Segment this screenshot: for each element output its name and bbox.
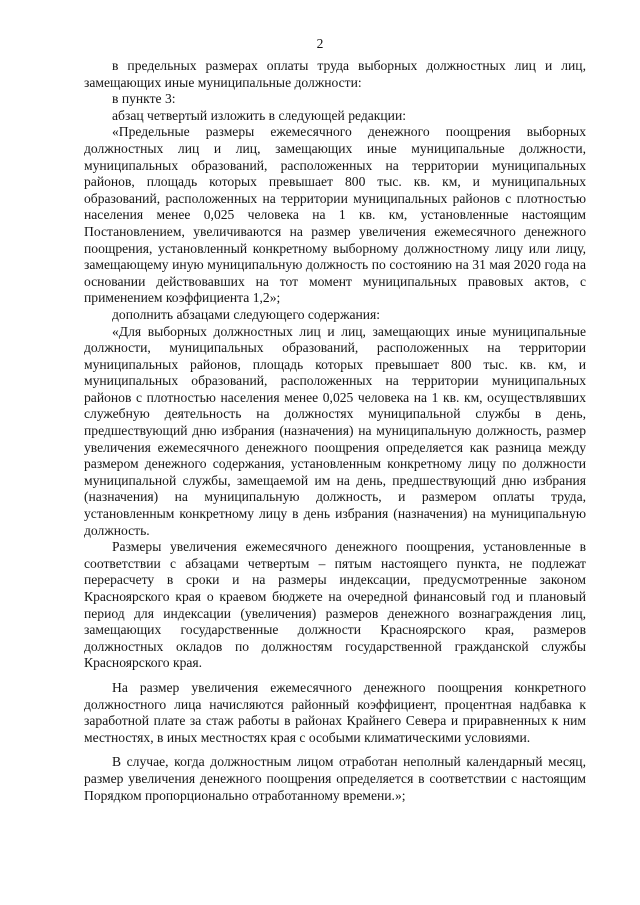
- paragraph: в предельных размерах оплаты труда выборных должностных лиц и лиц, замещающих иные муниципальные должности:: [84, 58, 586, 90]
- paragraph: На размер увеличения ежемесячного денежного поощрения конкретного должностного лица начисляются районный коэффициент, процентная надбавка к заработной плате за стаж работы в районах Крайнего Севера и приравненных к ним местностях, в иных местностях края с особыми климатическими условиями.: [84, 679, 586, 745]
- paragraph: дополнить абзацами следующего содержания:: [112, 306, 381, 322]
- paragraph: Размеры увеличения ежемесячного денежного поощрения, установленные в соответствии с абзацами четвертым – пятым настоящего пункта, не подлежат перерасчету в сроки и на размеры индексации, предусмотренные законом Красноярского края о краевом бюджете на очередной финансовый год и плановый период для индексации (увеличения) размеров денежного вознаграждения лиц, замещающих государственные должности Красноярского края, размеров должностных окладов по должностям государственной гражданской службы Красноярского края.: [84, 539, 586, 671]
- paragraph: «Предельные размеры ежемесячного денежного поощрения выборных должностных лиц и лиц, замещающих иные муниципальные должности, муниципальных образований, расположенных на территории муниципальных районов, площадь которых превышает 800 тыс. кв. км, и муниципальных образований, расположенных на территории муниципальных районов с плотностью населения менее 0,025 человека на 1 кв. км, установленные настоящим Постановлением, увеличиваются на размер увеличения ежемесячного денежного поощрения, установленный конкретному выборному должностному лицу или лицу, замещающему иную муниципальную должность по состоянию на 31 мая 2020 года на основании действовавших на тот момент муниципальных правовых актов, с применением коэффициента 1,2»;: [84, 124, 586, 306]
- paragraph: в пункте 3:: [112, 91, 176, 107]
- paragraph: «Для выборных должностных лиц и лиц, замещающих иные муниципальные должности, муниципальных образований, расположенных на территории муниципальных районов, площадь которых превышает 800 тыс. кв. км, и муниципальных образований, расположенных на территории муниципальных районов с плотностью населения менее 0,025 человека на 1 кв. км, осуществлявших служебную деятельность на должностях муниципальной службы в день, предшествующий дню избрания (назначения) на муниципальную должность, размер увеличения ежемесячного денежного поощрения определяется как разница между размером денежного содержания, установленным конкретному лицу по должности муниципальной службы, замещаемой им на день, предшествующий дню избрания (назначения) на муниципальную должность, и размером оплаты труда, установленным конкретному лицу в день избрания (назначения) на муниципальную должность.: [84, 323, 586, 538]
- paragraph: абзац четвертый изложить в следующей редакции:: [112, 107, 407, 123]
- document-body: [84, 58, 586, 804]
- paragraph: В случае, когда должностным лицом отработан неполный календарный месяц, размер увеличения денежного поощрения определяется в соответствии с настоящим Порядком пропорционально отработанному времени.»;: [84, 754, 586, 803]
- page-number: 2: [316, 36, 324, 51]
